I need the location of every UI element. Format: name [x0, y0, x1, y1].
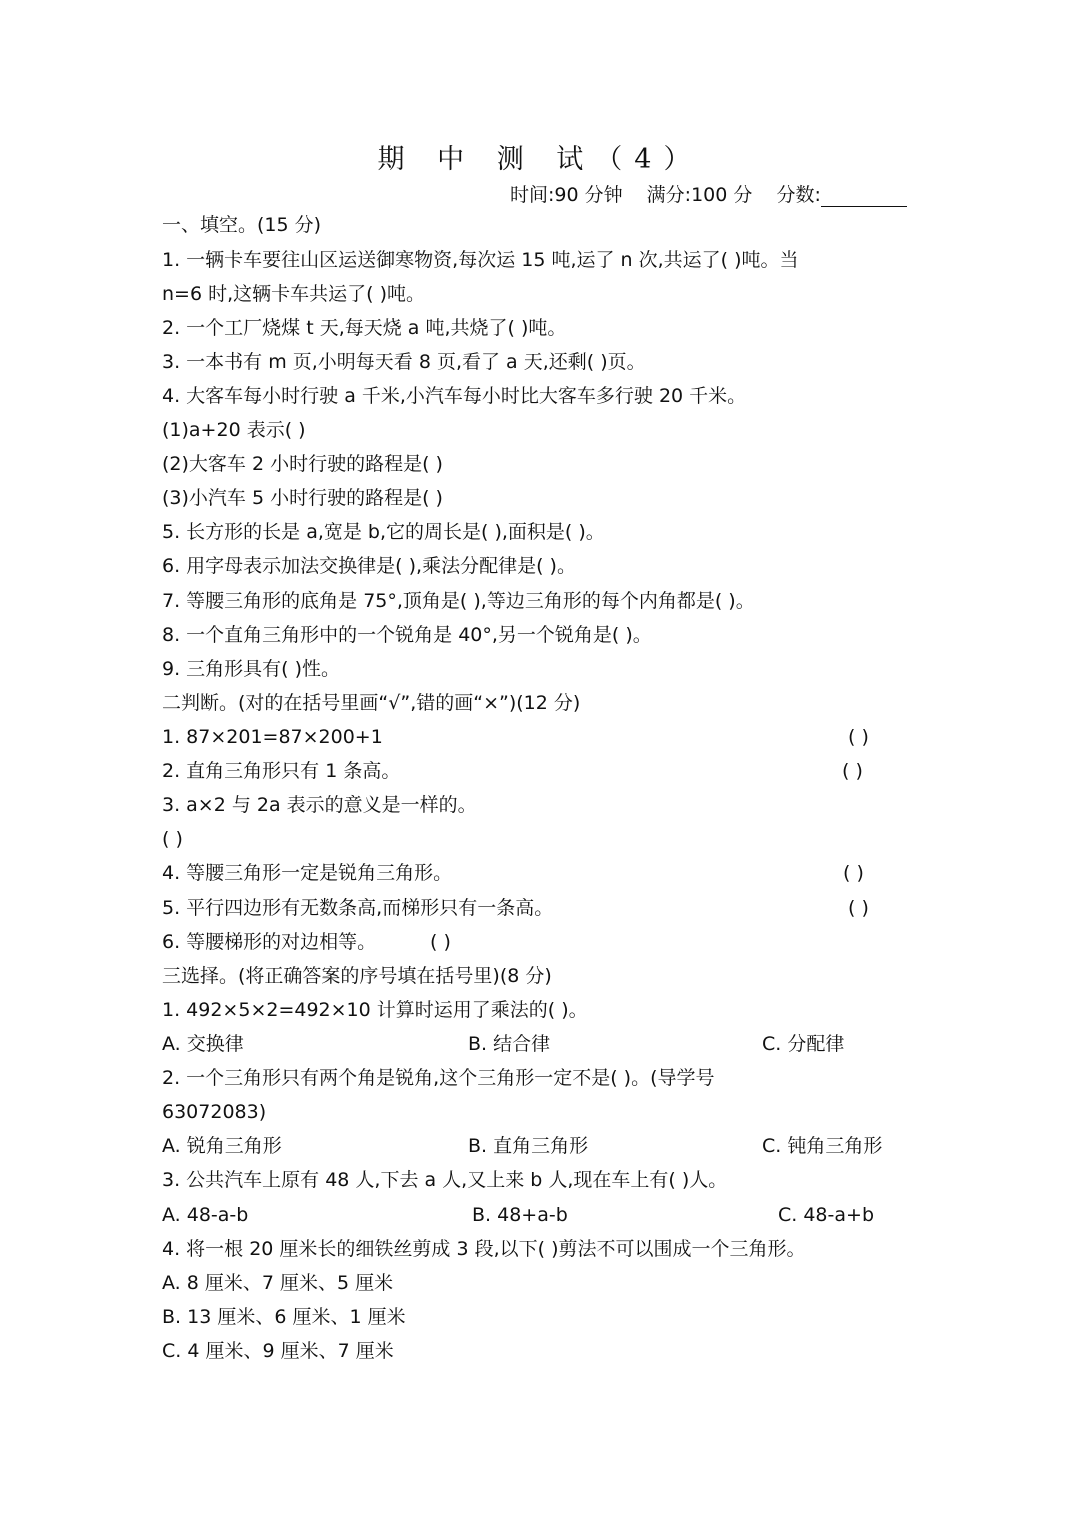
question-1-1-line1: 1. 一辆卡车要往山区运送御寒物资,每次运 15 吨,运了 n 次,共运了( )吨。当 — [162, 249, 799, 271]
question-2-4: 4. 等腰三角形一定是锐角三角形。 — [162, 862, 453, 884]
question-2-3: 3. a×2 与 2a 表示的意义是一样的。 — [162, 794, 477, 816]
question-3-4: 4. 将一根 20 厘米长的细铁丝剪成 3 段,以下( )剪法不可以围成一个三角形。 — [162, 1238, 806, 1260]
time-label: 时间:90 分钟 — [510, 184, 623, 206]
option-3-2-a: A. 锐角三角形 — [162, 1135, 282, 1157]
section1-heading: 一、填空。(15 分) — [162, 214, 322, 236]
question-2-6: 6. 等腰梯形的对边相等。 — [162, 931, 377, 953]
option-3-2-c: C. 钝角三角形 — [762, 1135, 883, 1157]
question-1-4: 4. 大客车每小时行驶 a 千米,小汽车每小时比大客车多行驶 20 千米。 — [162, 385, 747, 407]
question-1-5: 5. 长方形的长是 a,宽是 b,它的周长是( ),面积是( )。 — [162, 521, 605, 543]
question-3-2-line2: 63072083) — [162, 1101, 267, 1123]
question-1-9: 9. 三角形具有( )性。 — [162, 658, 341, 680]
question-1-4-3: (3)小汽车 5 小时行驶的路程是( ) — [162, 487, 443, 509]
option-3-3-a: A. 48-a-b — [162, 1204, 249, 1226]
question-3-1: 1. 492×5×2=492×10 计算时运用了乘法的( )。 — [162, 999, 588, 1021]
question-1-4-2: (2)大客车 2 小时行驶的路程是( ) — [162, 453, 443, 475]
option-3-3-c: C. 48-a+b — [778, 1204, 875, 1226]
exam-meta — [510, 180, 907, 207]
question-3-2-line1: 2. 一个三角形只有两个角是锐角,这个三角形一定不是( )。(导学号 — [162, 1067, 715, 1089]
option-3-1-c: C. 分配律 — [762, 1033, 845, 1055]
question-1-4-1: (1)a+20 表示( ) — [162, 419, 306, 441]
question-3-3: 3. 公共汽车上原有 48 人,下去 a 人,又上来 b 人,现在车上有( )人。 — [162, 1169, 728, 1191]
answer-paren-2-6[interactable]: ( ) — [430, 931, 451, 953]
answer-paren-2-4[interactable]: ( ) — [843, 862, 864, 884]
question-1-7: 7. 等腰三角形的底角是 75°,顶角是( ),等边三角形的每个内角都是( )。 — [162, 590, 755, 612]
question-1-3: 3. 一本书有 m 页,小明每天看 8 页,看了 a 天,还剩( )页。 — [162, 351, 646, 373]
option-3-4-b: B. 13 厘米、6 厘米、1 厘米 — [162, 1306, 406, 1328]
section2-heading: 二判断。(对的在括号里画“√”,错的画“×”)(12 分) — [162, 692, 581, 714]
question-2-2: 2. 直角三角形只有 1 条高。 — [162, 760, 401, 782]
section3-heading: 三选择。(将正确答案的序号填在括号里)(8 分) — [162, 965, 552, 987]
question-2-1: 1. 87×201=87×200+1 — [162, 726, 383, 748]
question-1-8: 8. 一个直角三角形中的一个锐角是 40°,另一个锐角是( )。 — [162, 624, 652, 646]
question-1-1-line2: n=6 时,这辆卡车共运了( )吨。 — [162, 283, 425, 305]
option-3-3-b: B. 48+a-b — [472, 1204, 568, 1226]
option-3-4-a: A. 8 厘米、7 厘米、5 厘米 — [162, 1272, 394, 1294]
question-1-6: 6. 用字母表示加法交换律是( ),乘法分配律是( )。 — [162, 555, 576, 577]
full-score-label: 满分:100 分 — [646, 184, 753, 206]
question-2-5: 5. 平行四边形有无数条高,而梯形只有一条高。 — [162, 897, 554, 919]
answer-paren-2-5[interactable]: ( ) — [848, 897, 869, 919]
score-blank[interactable] — [821, 188, 907, 207]
answer-paren-2-1[interactable]: ( ) — [848, 726, 869, 748]
page-title: 期 中 测 试（4） — [377, 144, 703, 175]
option-3-2-b: B. 直角三角形 — [468, 1135, 589, 1157]
option-3-1-b: B. 结合律 — [468, 1033, 551, 1055]
answer-paren-2-2[interactable]: ( ) — [842, 760, 863, 782]
option-3-4-c: C. 4 厘米、9 厘米、7 厘米 — [162, 1340, 394, 1362]
option-3-1-a: A. 交换律 — [162, 1033, 244, 1055]
score-label: 分数: — [776, 184, 821, 206]
answer-paren-2-3[interactable]: ( ) — [162, 828, 183, 850]
question-1-2: 2. 一个工厂烧煤 t 天,每天烧 a 吨,共烧了( )吨。 — [162, 317, 567, 339]
